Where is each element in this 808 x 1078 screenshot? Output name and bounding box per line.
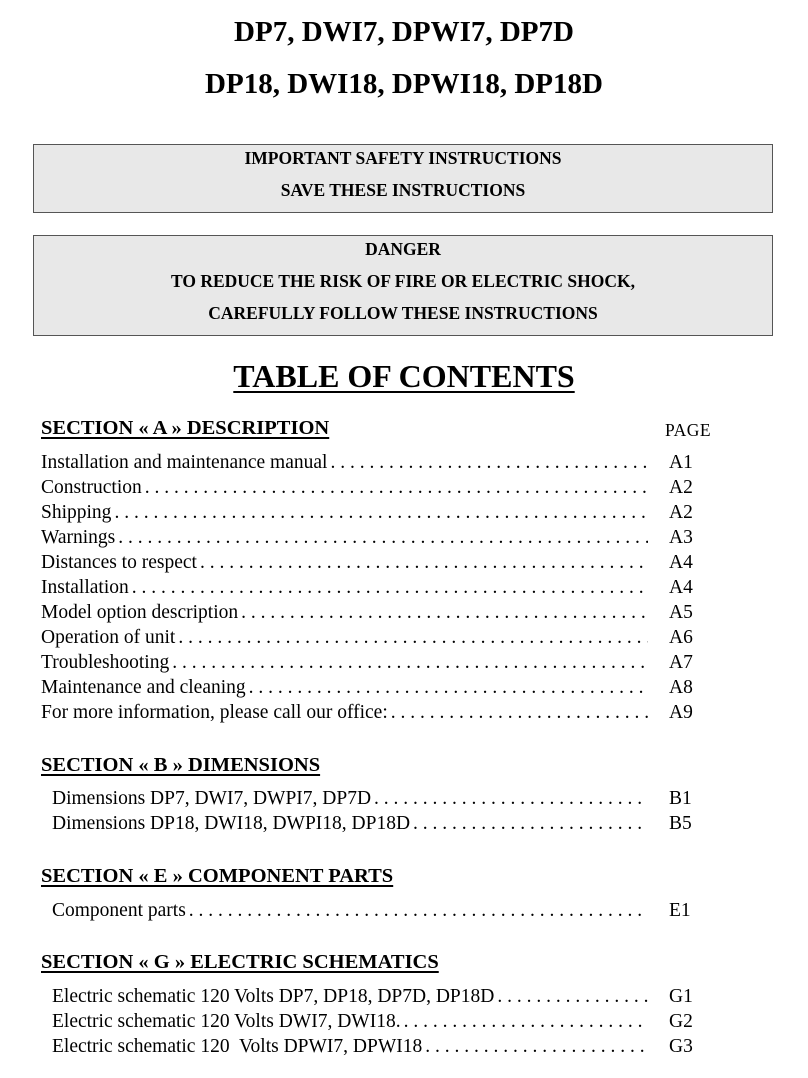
toc-page-number: A2 [669, 502, 693, 523]
toc-page-number: A2 [669, 477, 693, 498]
toc-page-number: G1 [669, 986, 693, 1007]
toc-page-number: A8 [669, 677, 693, 698]
toc-page-number: A4 [669, 552, 693, 573]
model-list-line-1: DP7, DWI7, DPWI7, DP7D [234, 16, 574, 48]
toc-page-number: A4 [669, 577, 693, 598]
toc-page-number: A1 [669, 452, 693, 473]
toc-page-number: G3 [669, 1036, 693, 1057]
toc-entry[interactable]: Electric schematic 120 Volts DWI7, DWI18. . . . G2 [52, 1009, 648, 1034]
toc-page-number: A5 [669, 602, 693, 623]
toc-entry[interactable]: Component parts . . . E1 [52, 898, 648, 923]
toc-entry[interactable]: Dimensions DP18, DWI18, DWPI18, DP18D . . . B5 [52, 811, 648, 836]
danger-heading: DANGER [365, 239, 441, 259]
toc-entry[interactable]: Warnings . . . A3 [41, 525, 648, 550]
danger-warning-line: TO REDUCE THE RISK OF FIRE OR ELECTRIC SHOCK, [170, 271, 635, 291]
toc-entry[interactable]: Installation . . . A4 [41, 575, 648, 600]
danger-instruction-line: CAREFULLY FOLLOW THESE INSTRUCTIONS [208, 303, 598, 323]
toc-entry[interactable]: Model option description . . . A5 [41, 600, 648, 625]
section-e-heading: SECTION « E » COMPONENT PARTS [41, 865, 394, 887]
toc-entry[interactable]: Electric schematic 120 Volts DPWI7, DPWI18 . . . G3 [52, 1034, 648, 1059]
toc-title: TABLE OF CONTENTS [233, 358, 575, 394]
toc-page-number: A9 [669, 702, 693, 723]
toc-page-number: E1 [669, 900, 691, 921]
model-list-line-2: DP18, DWI18, DPWI18, DP18D [205, 68, 603, 100]
toc-page-number: G2 [669, 1011, 693, 1032]
toc-page-number: A3 [669, 527, 693, 548]
page-column-header: PAGE [665, 420, 712, 440]
toc-entry[interactable]: For more information, please call our office: . . . A9 [41, 700, 648, 725]
toc-entry[interactable]: Dimensions DP7, DWI7, DWPI7, DP7D . . . B1 [52, 786, 648, 811]
toc-page-number: A6 [669, 627, 693, 648]
toc-page-number: B1 [669, 788, 692, 809]
section-b-heading: SECTION « B » DIMENSIONS [41, 754, 321, 776]
toc-page-number: A7 [669, 652, 693, 673]
toc-entry[interactable]: Shipping . . . A2 [41, 500, 648, 525]
save-instructions-text: SAVE THESE INSTRUCTIONS [280, 180, 526, 200]
toc-entry[interactable]: Maintenance and cleaning . . . A8 [41, 675, 648, 700]
danger-box [33, 235, 773, 336]
toc-page-number: B5 [669, 813, 692, 834]
section-a-heading: SECTION « A » DESCRIPTION [41, 417, 330, 439]
toc-entry[interactable]: Distances to respect . . . A4 [41, 550, 648, 575]
safety-instructions-heading: IMPORTANT SAFETY INSTRUCTIONS [244, 148, 562, 168]
toc-entry[interactable]: Troubleshooting . . . A7 [41, 650, 648, 675]
toc-entry[interactable]: Construction . . . A2 [41, 475, 648, 500]
toc-entry[interactable]: Operation of unit . . . A6 [41, 625, 648, 650]
section-g-heading: SECTION « G » ELECTRIC SCHEMATICS [41, 951, 439, 973]
toc-entry[interactable]: Installation and maintenance manual . . . A1 [41, 450, 648, 475]
toc-entry[interactable]: Electric schematic 120 Volts DP7, DP18, DP7D, DP18D . . . G1 [52, 984, 648, 1009]
safety-instructions-box [33, 144, 773, 213]
